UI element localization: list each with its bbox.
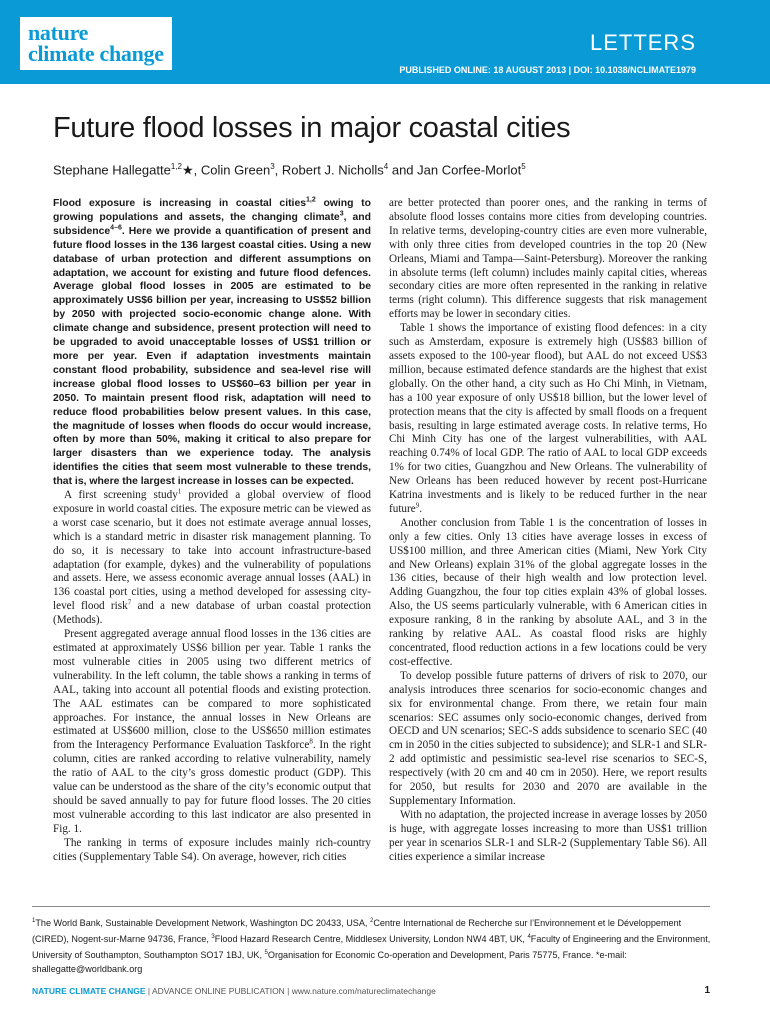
reference-link[interactable]: 1: [177, 487, 182, 496]
affiliation-ref: 1,2: [170, 162, 182, 171]
author-name[interactable]: Stephane Hallegatte: [53, 162, 171, 178]
abstract-paragraph: [53, 197, 371, 489]
affiliation-text: Faculty of Engineering and the Environment, University of Southampton, Southampton SO17 1BJ, UK,: [32, 934, 711, 961]
text-run: .: [419, 502, 423, 515]
journal-header-bar: [0, 0, 770, 84]
reference-link[interactable]: 7: [127, 598, 132, 607]
body-paragraph: [389, 322, 707, 517]
contact-email-link[interactable]: shallegatte@worldbank.org: [32, 964, 143, 975]
reference-link[interactable]: 3: [339, 210, 344, 218]
text-run: Flood exposure is increasing in coastal cities: [53, 198, 307, 209]
author-name[interactable]: Colin Green: [200, 162, 271, 178]
affiliation-number: 1: [32, 918, 36, 924]
body-paragraph: [53, 489, 371, 628]
logo-line-1: nature: [28, 20, 89, 45]
text-run: provided a global overview of flood exposure in world coastal cities. The exposure metric can be viewed as a worst case scenario, but it does not estimate average annual losses, which is a standard metric in disaster risk management planning. To do so, it is necessary to take into account infrastructure-based adaptation (for example, dykes) and the vulnerability of populations and assets. Here, we assess economic average annual losses (AAL) in 136 coastal port cities, using a method developed for assessing city-level flood risk: [53, 489, 371, 613]
affiliation-ref: 5: [521, 162, 526, 171]
text-run: , and subsidence: [53, 211, 371, 237]
affiliation-number: 3: [211, 934, 215, 941]
affiliations-footnote: [32, 914, 717, 976]
reference-link[interactable]: 8: [309, 737, 313, 746]
footer-publication-info[interactable]: | ADVANCE ONLINE PUBLICATION | www.nature.com/natureclimatechange: [145, 986, 436, 996]
author-name[interactable]: Robert J. Nicholls: [281, 162, 384, 178]
affiliation-text: Centre International de Recherche sur l’Environnement et le Développement (CIRED), Nogent-sur-Marne 94736, France,: [32, 918, 682, 945]
affiliation-number: 4: [527, 934, 531, 941]
author-conjunction: and: [391, 162, 414, 178]
text-run: Present aggregated average annual flood losses in the 136 cities are estimated at approximately US$6 billion per year. Table 1 ranks the most vulnerable cities in 2005 using two different metrics of vulnerability. In the left column, the table shows a ranking in terms of AAL, taking into account all potential floods and existing protection. The AAL estimates can be compared to more sophisticated approaches. For instance, the annual losses in New Orleans are estimated at US$600 million, close to the US$650 million estimates from the Interagency Performance Evaluation Taskforce: [53, 628, 371, 752]
affiliation-number: 2: [369, 918, 374, 924]
text-run: owing to growing populations and assets, the changing climate: [53, 198, 371, 223]
body-paragraph: To develop possible future patterns of drivers of risk to 2070, our analysis introduces three scenarios for socio-economic changes and six for environmental change. From there, we retain four main scenarios: SEC assumes only socio-economic changes, derived from OECD and UN scenarios; SEC-S adds subsidence to scenario SEC (40 cm in 2050 in the cities subjected to subsidence); and SLR-1 and SLR-2 add optimistic and pessimistic sea-level rise scenarios to SEC-S, respectively (with 20 cm and 40 cm in 2050). Here, we report results for 2050, but results for 2030 and 2070 are available in the Supplementary Information.: [389, 669, 707, 807]
corresponding-author-mark: ★: [181, 162, 194, 178]
affiliation-text: The World Bank, Sustainable Development Network, Washington DC 20433, USA,: [35, 918, 370, 929]
logo-line-2: climate change: [28, 41, 164, 66]
text-run: . Here we provide a quantification of present and future flood losses in the 136 largest coastal cities. Using a new database of urban protection and different assumptions on adaptation, we account for existing and future flood defences. Average global flood losses in 2005 are estimated to be approximately US$6 billion per year, increasing to US$52 billion by 2050 with projected socio-economic change alone. With climate change and subsidence, present protection will need to be upgraded to avoid unacceptable losses of US$1 trillion or more per year. Even if adaptation investments maintain constant flood probability, subsidence and sea-level rise will increase global flood losses to US$60–63 billion per year in 2050. To maintain present flood risk, adaptation will need to reduce flood probabilities below present values. In this case, the magnitude of losses when floods do occur would increase, often by more than 50%, making it critical to also prepare for larger disasters than we experience today. The analysis identifies the cities that seem most vulnerable to these trends, that is, where the largest increase in losses can be expected.: [53, 225, 371, 488]
affiliation-ref: 3: [270, 162, 275, 171]
journal-logo[interactable]: [20, 17, 172, 70]
body-paragraph: are better protected than poorer ones, and the ranking in terms of absolute flood losses contains more cities from developing countries. In relative terms, developing-country cities are even more vulnerable, with only three cities from developed countries in the top 20 (New Orleans, Miami and Tampa—Saint-Petersburg). Moreover the ranking in absolute terms (left column) includes mainly capital cities, whereas secondary cities are more often represented in the ranking in relative terms (right column). This difference suggests that risk management efforts may be lower in secondary cities.: [389, 197, 707, 321]
section-label: LETTERS: [589, 30, 696, 55]
text-run: . In the right column, cities are ranked according to relative vulnerability, namely the ratio of AAL to the city’s gross domestic product (GDP). This value can be understood as the share of the city’s economic output that should be saved annually to pay for future flood losses. The 20 cities most vulnerable according to this last indicator are also presented in Fig. 1.: [53, 739, 371, 835]
publication-info: PUBLISHED ONLINE: 18 AUGUST 2013 | DOI: 10.1038/NCLIMATE1979: [399, 65, 696, 75]
text-column-left: [53, 197, 371, 865]
body-paragraph: Another conclusion from Table 1 is the concentration of losses in only a few cities. Only 13 cities have average losses in excess of US$100 million, and three American cities (Miami, New York City and New Orleans) explain 31% of the global aggregate losses in the 136 cities, because of their high wealth and low protection level. Adding Guangzhou, the four top cities explain 43% of global losses. Also, the US seems particularly vulnerable, with 6 American cities in exposure ranking, 8 in the ranking by absolute AAL, and 3 in the ranking by relative AAL. As coastal flood risks are highly concentrated, flood reduction actions in a few locations could be very cost-effective.: [389, 516, 707, 668]
text-run: A first screening study: [64, 489, 178, 502]
article-title: Future flood losses in major coastal cities: [53, 112, 571, 144]
affiliation-text: Flood Hazard Research Centre, Middlesex University, London NW4 4BT, UK,: [214, 934, 528, 945]
reference-link[interactable]: 1,2: [306, 196, 316, 204]
body-paragraph: The ranking in terms of exposure includes mainly rich-country cities (Supplementary Table S4). On average, however, rich cities: [53, 836, 371, 863]
affiliation-text: Organisation for Economic Co-operation and Development, Paris 75775, France. *e-mail:: [267, 950, 627, 961]
text-run: Table 1 shows the importance of existing flood defences: in a city such as Amsterdam, exposure is extremely high (US$83 billion of assets exposed to the 100-year flood), but AAL do not exceed US$3 million, because estimated defence standards are the highest that exist globally. On the other hand, a city such as Ho Chi Minh, in Vietnam, has a 100 year exposure of only US$18 billion, but the lower level of protection means that the city is affected by small floods on a frequent basis, resulting in large estimated average costs. In relative terms, Ho Chi Minh City has one of the largest vulnerabilities, with AAL reaching 0.74% of local GDP. The ratio of AAL to local GDP exceeds 1% for two cities, Guangzhou and New Orleans. The vulnerability of New Orleans has been reduced however by recent post-Hurricane Katrina investments and is likely to be reduced further in the near future: [389, 322, 707, 515]
reference-link[interactable]: 9: [415, 501, 420, 510]
reference-link[interactable]: 4–6: [110, 224, 122, 232]
body-paragraph: With no adaptation, the projected increase in average losses by 2050 is huge, with aggregate losses increasing to more than US$1 trillion per year in scenarios SLR-1 and SLR-2 (Supplementary Table S6). All cities experience a similar increase: [389, 808, 707, 863]
body-paragraph: [53, 628, 371, 837]
author-list: Stephane Hallegatte$^{1,2}$★, Colin Green$^3$, Robert J. Nicholls$^4$ and Jan Corfee-Morlot$^5$: [53, 162, 526, 178]
page-footer: [32, 986, 436, 996]
footnote-divider: [32, 906, 710, 907]
footer-journal-name: NATURE CLIMATE CHANGE: [32, 986, 146, 996]
affiliation-number: 5: [264, 950, 268, 957]
text-column-right: [389, 197, 707, 865]
affiliation-ref: 4: [383, 162, 389, 171]
author-name[interactable]: Jan Corfee-Morlot: [417, 162, 522, 178]
page-number: 1: [704, 985, 710, 996]
text-run: and a new database of urban coastal protection (Methods).: [53, 600, 371, 627]
